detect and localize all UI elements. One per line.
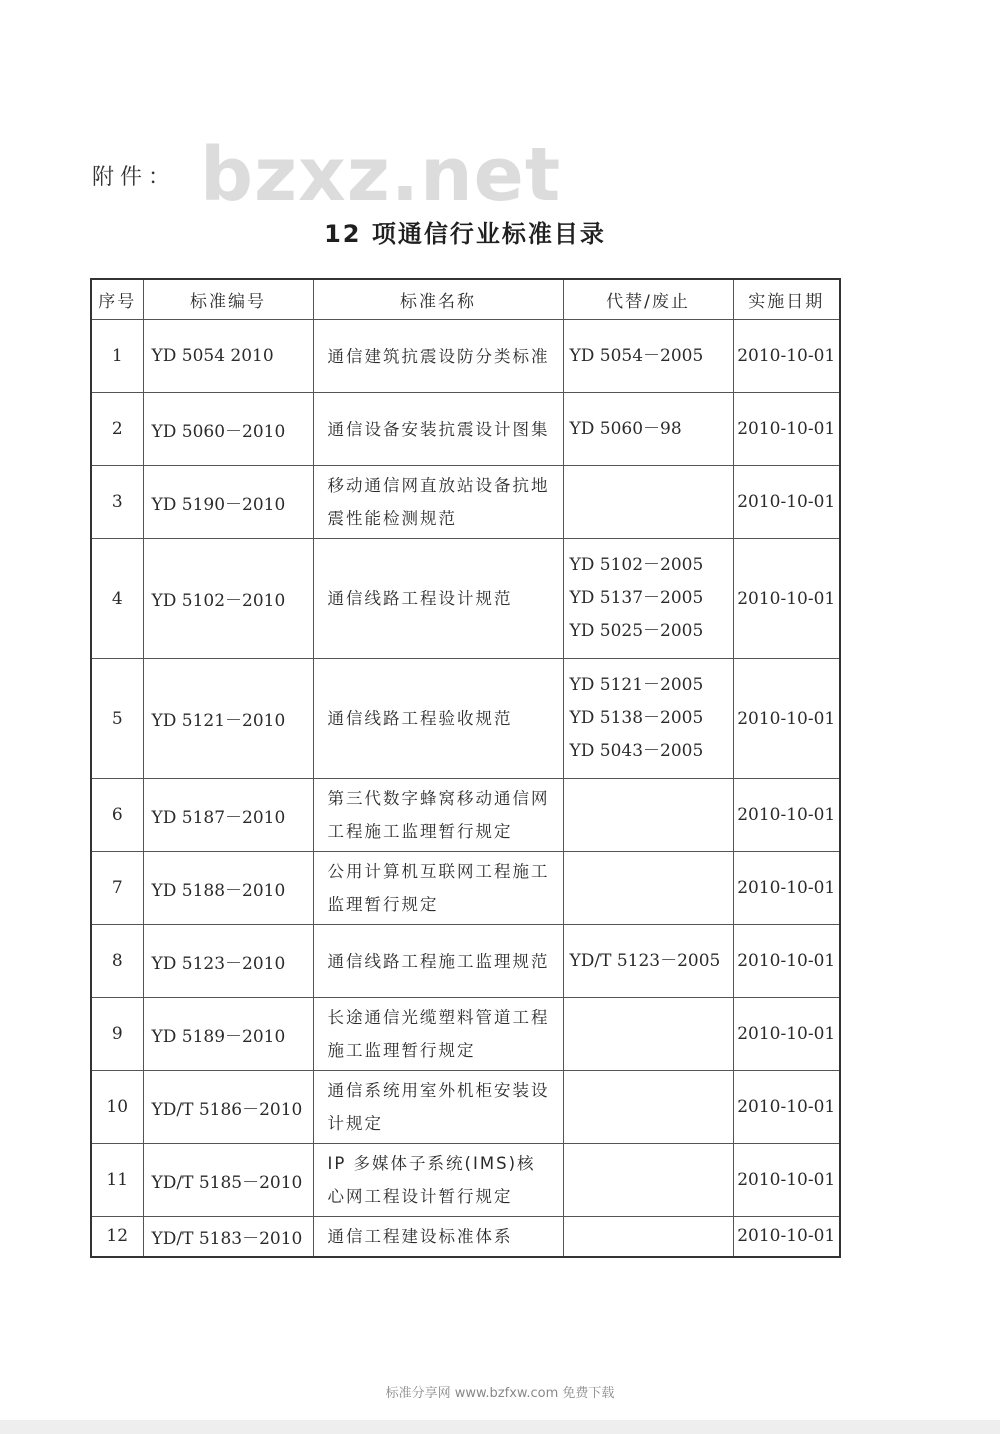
row-effective-date: 2010-10-01	[733, 779, 840, 852]
table-row	[91, 852, 840, 925]
table-row	[91, 779, 840, 852]
replaced-standard: YD 5138－2005	[569, 708, 704, 728]
table-row	[91, 998, 840, 1071]
header-date: 实施日期	[733, 279, 840, 320]
replaced-standard: YD 5060－98	[569, 418, 682, 439]
row-standard-name: 第三代数字蜂窝移动通信网工程施工监理暂行规定	[313, 779, 563, 852]
row-standard-code: YD 5060－2010	[143, 393, 313, 466]
row-standard-name: IP 多媒体子系统(IMS)核心网工程设计暂行规定	[313, 1144, 563, 1217]
table-row	[91, 659, 840, 779]
replaced-standard: YD 5137－2005	[569, 588, 704, 608]
row-replaces	[563, 466, 733, 539]
row-standard-name: 长途通信光缆塑料管道工程施工监理暂行规定	[313, 998, 563, 1071]
row-standard-name: 通信线路工程验收规范	[313, 659, 563, 779]
row-effective-date: 2010-10-01	[733, 539, 840, 659]
attachment-label: 附件：	[92, 165, 177, 190]
standards-table	[90, 278, 841, 1258]
row-standard-code: YD 5187－2010	[143, 779, 313, 852]
row-index: 7	[91, 852, 143, 925]
row-replaces	[563, 1217, 733, 1257]
row-effective-date: 2010-10-01	[733, 659, 840, 779]
row-replaces	[563, 779, 733, 852]
table-row	[91, 925, 840, 998]
row-effective-date: 2010-10-01	[733, 925, 840, 998]
replaced-standard: YD/T 5123－2005	[569, 950, 721, 971]
row-effective-date: 2010-10-01	[733, 998, 840, 1071]
row-index: 10	[91, 1071, 143, 1144]
row-effective-date: 2010-10-01	[733, 393, 840, 466]
footer-source: 标准分享网 www.bzfxw.com 免费下载	[385, 1386, 615, 1401]
row-effective-date: 2010-10-01	[733, 1144, 840, 1217]
table-row	[91, 320, 840, 393]
row-index: 11	[91, 1144, 143, 1217]
table-row	[91, 1144, 840, 1217]
row-index: 4	[91, 539, 143, 659]
row-replaces	[563, 659, 733, 779]
row-standard-name: 通信设备安装抗震设计图集	[313, 393, 563, 466]
header-code: 标准编号	[143, 279, 313, 320]
row-replaces	[563, 925, 733, 998]
row-standard-code: YD 5190－2010	[143, 466, 313, 539]
row-standard-code: YD 5102－2010	[143, 539, 313, 659]
watermark-text: bzxz.net	[200, 132, 562, 218]
row-index: 9	[91, 998, 143, 1071]
row-replaces	[563, 320, 733, 393]
row-standard-code: YD 5189－2010	[143, 998, 313, 1071]
table-row	[91, 539, 840, 659]
row-index: 1	[91, 320, 143, 393]
table-header-row	[91, 279, 840, 320]
replaced-standard: YD 5102－2005	[569, 555, 704, 575]
row-effective-date: 2010-10-01	[733, 1071, 840, 1144]
table-row	[91, 393, 840, 466]
table-body	[91, 320, 840, 1257]
table-row	[91, 1071, 840, 1144]
replaced-standard: YD 5043－2005	[569, 741, 704, 761]
header-replaces: 代替/废止	[563, 279, 733, 320]
row-effective-date: 2010-10-01	[733, 466, 840, 539]
row-index: 2	[91, 393, 143, 466]
row-standard-name: 通信系统用室外机柜安装设计规定	[313, 1071, 563, 1144]
table-row	[91, 466, 840, 539]
row-standard-name: 移动通信网直放站设备抗地震性能检测规范	[313, 466, 563, 539]
row-replaces	[563, 1144, 733, 1217]
row-standard-code: YD 5188－2010	[143, 852, 313, 925]
row-effective-date: 2010-10-01	[733, 320, 840, 393]
row-standard-code: YD 5054 2010	[143, 320, 313, 393]
header-index: 序号	[91, 279, 143, 320]
row-index: 12	[91, 1217, 143, 1257]
row-index: 5	[91, 659, 143, 779]
replaced-standard: YD 5054－2005	[569, 345, 704, 366]
replaced-standard: YD 5025－2005	[569, 621, 704, 641]
row-index: 3	[91, 466, 143, 539]
document-title: 12 项通信行业标准目录	[324, 220, 606, 248]
row-effective-date: 2010-10-01	[733, 852, 840, 925]
table-row	[91, 1217, 840, 1257]
row-replaces	[563, 393, 733, 466]
row-effective-date: 2010-10-01	[733, 1217, 840, 1257]
row-replaces	[563, 539, 733, 659]
row-standard-code: YD/T 5186－2010	[143, 1071, 313, 1144]
row-index: 8	[91, 925, 143, 998]
row-standard-name: 公用计算机互联网工程施工监理暂行规定	[313, 852, 563, 925]
row-standard-code: YD/T 5185－2010	[143, 1144, 313, 1217]
row-index: 6	[91, 779, 143, 852]
row-replaces	[563, 852, 733, 925]
row-standard-name: 通信线路工程设计规范	[313, 539, 563, 659]
row-standard-name: 通信工程建设标准体系	[313, 1217, 563, 1257]
row-standard-name: 通信线路工程施工监理规范	[313, 925, 563, 998]
row-replaces	[563, 1071, 733, 1144]
row-replaces	[563, 998, 733, 1071]
replaced-standard: YD 5121－2005	[569, 675, 704, 695]
row-standard-code: YD/T 5183－2010	[143, 1217, 313, 1257]
row-standard-name: 通信建筑抗震设防分类标准	[313, 320, 563, 393]
bottom-bar	[0, 1420, 1000, 1434]
row-standard-code: YD 5123－2010	[143, 925, 313, 998]
header-name: 标准名称	[313, 279, 563, 320]
row-standard-code: YD 5121－2010	[143, 659, 313, 779]
